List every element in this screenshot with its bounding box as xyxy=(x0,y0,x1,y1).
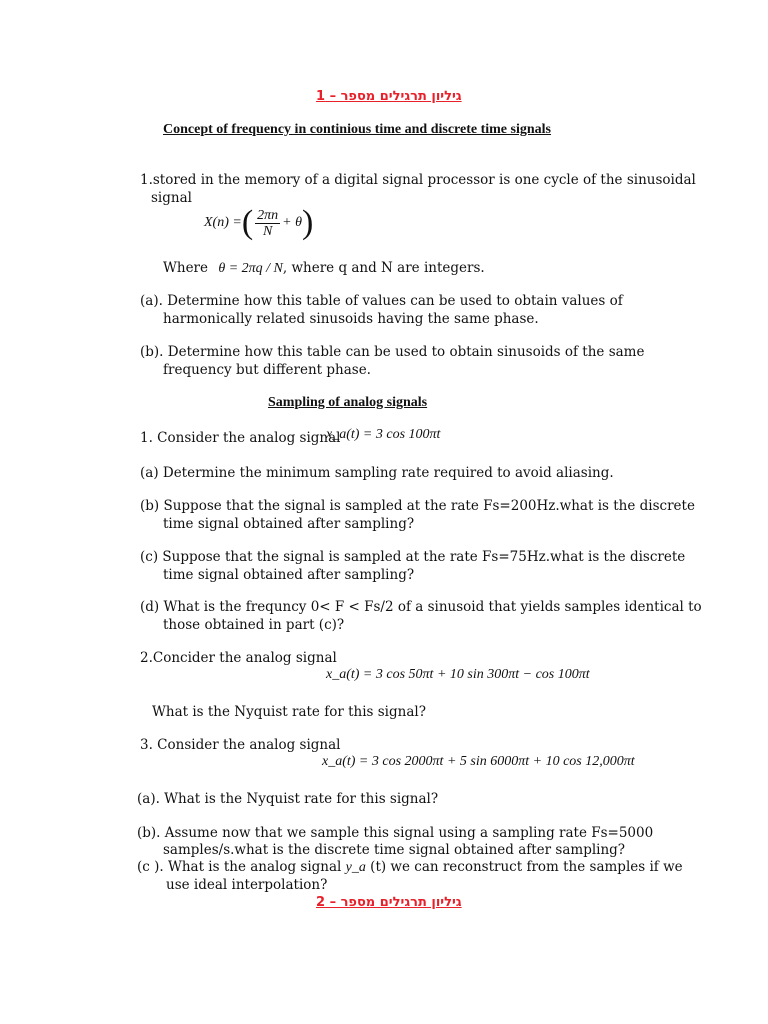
sheet-1-title: גיליון תרגילים מספר – 1 xyxy=(316,89,462,104)
p1-c-line-1: (c) Suppose that the signal is sampled at the rate Fs=75Hz.what is the discrete xyxy=(140,549,686,565)
p3-c-prefix: (c ). What is the analog signal xyxy=(137,859,342,875)
q1a-line-1: (a). Determine how this table of values can be used to obtain values of xyxy=(140,293,623,309)
section-sampling-heading: Sampling of analog signals xyxy=(268,395,428,410)
sheet-2-title: גיליון תרגילים מספר – 2 xyxy=(316,895,462,910)
p3-formula: x_a(t) = 3 cos 2000πt + 5 sin 6000πt + 10 cos 12,000πt xyxy=(322,754,635,769)
p3-c-line-2: use ideal interpolation? xyxy=(166,877,328,893)
q1a-line-2: harmonically related sinusoids having the same phase. xyxy=(163,311,539,327)
q1-line-1: 1.stored in the memory of a digital signal processor is one cycle of the sinusoidal xyxy=(140,172,696,188)
p2-formula: x_a(t) = 3 cos 50πt + 10 sin 300πt − cos 100πt xyxy=(326,667,590,682)
formula-plus-theta: + θ xyxy=(282,215,302,230)
p3-c-line-1 xyxy=(137,859,683,876)
p1-d-line-2: those obtained in part (c)? xyxy=(163,617,345,633)
formula-lhs: X(n) = xyxy=(204,215,242,230)
where-suffix: , where q and N are integers. xyxy=(282,260,485,276)
q1b-line-2: frequency but different phase. xyxy=(163,362,371,378)
where-theta-math: θ = 2πq / N xyxy=(218,261,283,276)
section-frequency-heading: Concept of frequency in continious time and discrete time signals xyxy=(163,122,551,137)
p1-b-line-2: time signal obtained after sampling? xyxy=(163,516,415,532)
p3-a: (a). What is the Nyquist rate for this signal? xyxy=(137,791,439,807)
formula-left-paren: ( xyxy=(241,204,254,241)
p1-d-line-1: (d) What is the frequncy 0< F < Fs/2 of a sinusoid that yields samples identical to xyxy=(140,599,702,615)
signal-formula xyxy=(204,203,313,243)
formula-fraction xyxy=(255,208,280,239)
where-line xyxy=(163,260,485,277)
p3-c-variable: y_a xyxy=(345,860,366,875)
p1-a: (a) Determine the minimum sampling rate required to avoid aliasing. xyxy=(140,465,614,481)
p3-b-line-2: samples/s.what is the discrete time signal obtained after sampling? xyxy=(163,842,626,858)
p3-b-line-1: (b). Assume now that we sample this signal using a sampling rate Fs=5000 xyxy=(137,825,654,841)
p2-intro: 2.Concider the analog signal xyxy=(140,650,337,666)
p1-b-line-1: (b) Suppose that the signal is sampled at the rate Fs=200Hz.what is the discrete xyxy=(140,498,695,514)
q1-line-2: signal xyxy=(151,190,192,206)
p1-c-line-2: time signal obtained after sampling? xyxy=(163,567,415,583)
formula-denominator: N xyxy=(262,223,273,239)
p3-intro: 3. Consider the analog signal xyxy=(140,737,341,753)
p1-formula: x_a(t) = 3 cos 100πt xyxy=(326,427,441,442)
p3-c-suffix: (t) we can reconstruct from the samples if we xyxy=(370,859,683,875)
p2-question: What is the Nyquist rate for this signal? xyxy=(152,704,426,720)
formula-numerator: 2πn xyxy=(257,207,279,223)
p1-intro: 1. Consider the analog signal xyxy=(140,430,341,446)
where-prefix: Where xyxy=(163,260,209,276)
q1b-line-1: (b). Determine how this table can be used to obtain sinusoids of the same xyxy=(140,344,645,360)
formula-right-paren: ) xyxy=(302,204,314,241)
